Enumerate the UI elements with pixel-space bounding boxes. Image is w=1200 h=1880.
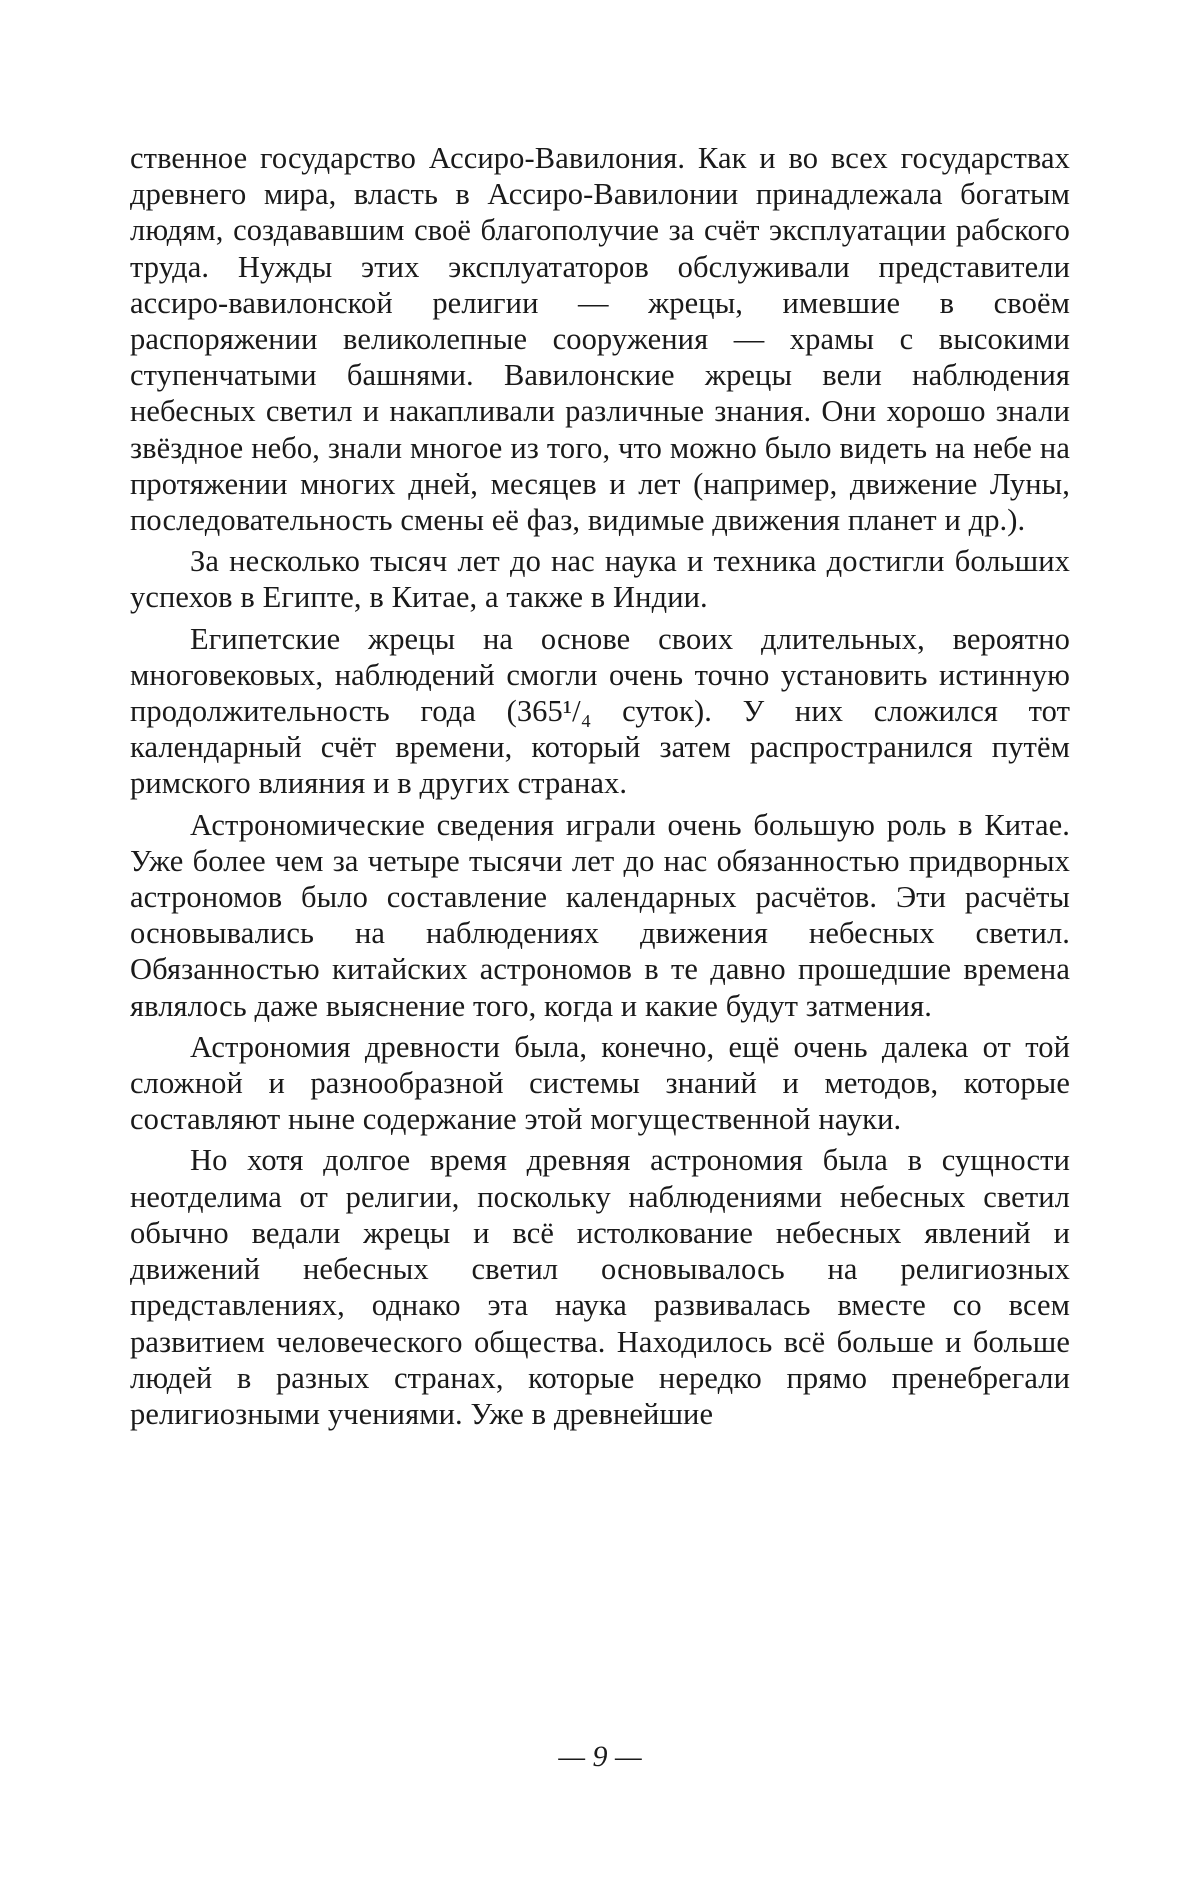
paragraph-2: За несколько тысяч лет до нас наука и техника достигли больших успехов в Египте, в Китае, а также в Индии.: [130, 544, 1070, 615]
page-body: [130, 140, 1070, 1432]
paragraph-3: Египетские жрецы на основе своих длительных, вероятно многовековых, наблюдений смогли очень точно установить истинную продолжительность года (365¹/₄ суток). У них сложился тот календарный счёт времени, который затем распространился путём римского влияния и в других странах.: [130, 621, 1070, 801]
page-number: — 9 —: [558, 1740, 642, 1773]
paragraph-1: ственное государство Ассиро-Вавилония. Как и во всех государствах древнего мира, власть в Ассиро-Вавилонии принадлежала богатым людям, создававшим своё благополучие за счёт эксплуатации рабского труда. Нужды этих эксплуататоров обслуживали представители ассиро-вавилонской религии — жрецы, имевшие в своём распоряжении великолепные сооружения — храмы с высокими ступенчатыми башнями. Вавилонские жрецы вели наблюдения небесных светил и накапливали различные знания. Они хорошо знали звёздное небо, знали многое из того, что можно было видеть на небе на протяжении многих дней, месяцев и лет (например, движение Луны, последовательность смены её фаз, видимые движения планет и др.).: [130, 141, 1070, 538]
paragraph-5: Астрономия древности была, конечно, ещё очень далека от той сложной и разнообразной системы знаний и методов, которые составляют ныне содержание этой могущественной науки.: [130, 1029, 1070, 1137]
paragraph-6: Но хотя долгое время древняя астрономия была в сущности неотделима от религии, поскольку наблюдениями небесных светил обычно ведали жрецы и всё истолкование небесных явлений и движений небесных светил основывалось на религиозных представлениях, однако эта наука развивалась вместе со всем развитием человеческого общества. Находилось всё больше и больше людей в разных странах, которые нередко прямо пренебрегали религиозными учениями. Уже в древнейшие: [130, 1143, 1070, 1431]
paragraph-4: Астрономические сведения играли очень большую роль в Китае. Уже более чем за четыре тысячи лет до нас обязанностью придворных астрономов было составление календарных расчётов. Эти расчёты основывались на наблюдениях движения небесных светил. Обязанностью китайских астрономов в те давно прошедшие времена являлось даже выяснение того, когда и какие будут затмения.: [130, 807, 1070, 1023]
